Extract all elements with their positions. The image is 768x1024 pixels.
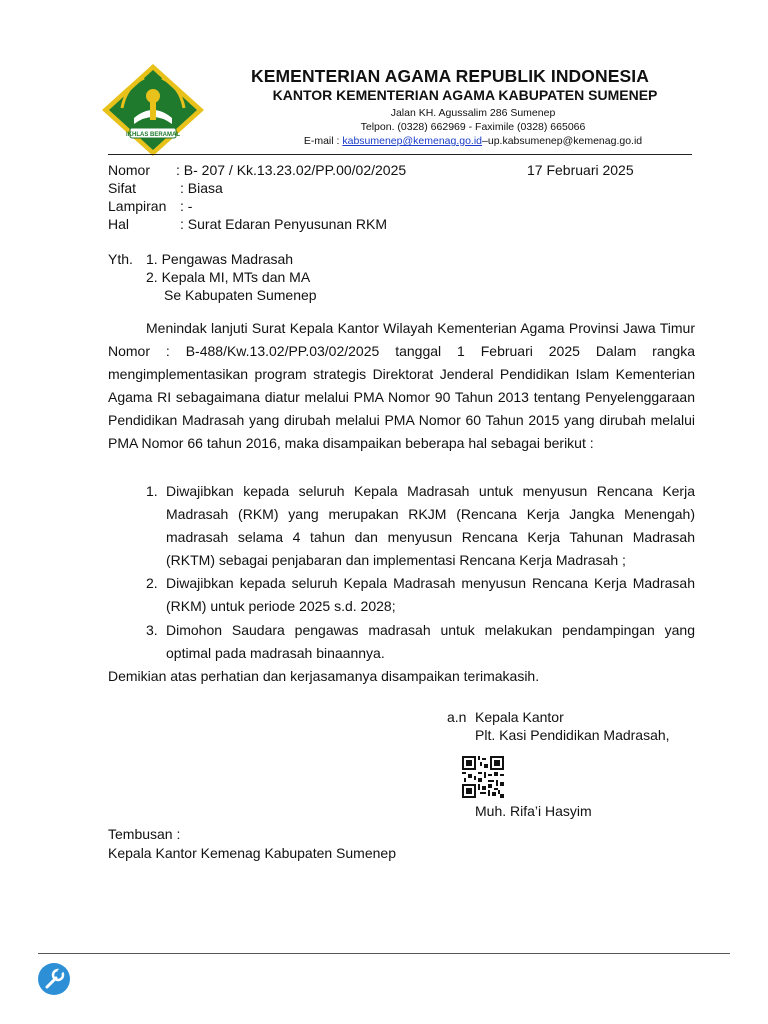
email-label: E-mail : <box>303 135 343 147</box>
item-1-number: 1. <box>146 483 158 499</box>
signature-role-1: Kepala Kantor <box>475 709 564 725</box>
ministry-title: KEMENTERIAN AGAMA REPUBLIK INDONESIA <box>250 66 649 86</box>
yth-label: Yth. <box>108 251 133 267</box>
email-link[interactable]: kabsumenep@kemenag.go.id <box>342 135 483 147</box>
office-phone: Telpon. (0328) 662969 - Faximile (0328) 665066 <box>360 121 586 133</box>
nomor-label: Nomor <box>108 162 151 178</box>
qr-code-icon <box>462 756 504 798</box>
item-1-text: Diwajibkan kepada seluruh Kepala Madrasah untuk menyusun Rencana Kerja Madrasah (RKM) yang merupakan RKJM (Rencana Kerja Jangka Menengah) madrasah selama 4 tahun dan menyusun Rencana Kerja Tahunan Madrasah (RKTM) sebagai penjabaran dan implementasi Rencana Kerja Madrasah ; <box>166 483 695 568</box>
header-divider <box>108 154 692 155</box>
intro-paragraph: Menindak lanjuti Surat Kepala Kantor Wilayah Kementerian Agama Provinsi Jawa Timur Nomor : B-488/Kw.13.02/PP.03/02/2025 tanggal 1 Februari 2025 Dalam rangka mengimplementasikan program strategis Direktorat Jenderal Pendidikan Islam Kementerian Agama RI sebagaimana diatur melalui PMA Nomor 90 Tahun 2013 tentang Penyelenggaraan Pendidikan Madrasah yang dirubah melalui PMA Nomor 60 Tahun 2015 yang dirubah melalui PMA Nomor 66 tahun 2016, maka disampaikan beberapa hal sebagai berikut : <box>108 320 695 451</box>
signature-role-2: Plt. Kasi Pendidikan Madrasah, <box>475 727 670 743</box>
item-2-number: 2. <box>146 575 158 591</box>
office-address: Jalan KH. Agussalim 286 Sumenep <box>390 107 556 119</box>
signature-an: a.n <box>447 709 467 725</box>
logo-motto: IKHLAS BERAMAL <box>126 132 180 138</box>
lampiran-value: : - <box>180 198 193 214</box>
cc-item: Kepala Kantor Kemenag Kabupaten Sumenep <box>108 845 396 861</box>
cc-label: Tembusan : <box>108 826 181 842</box>
hal-label: Hal <box>108 216 130 232</box>
sifat-label: Sifat <box>108 180 137 196</box>
kemenag-logo <box>100 62 206 158</box>
item-2-text: Diwajibkan kepada seluruh Kepala Madrasah menyusun Rencana Kerja Madrasah (RKM) untuk periode 2025 s.d. 2028; <box>166 575 695 614</box>
recipient-3: Se Kabupaten Sumenep <box>164 287 317 303</box>
signatory-name: Muh. Rifa’i Hasyim <box>475 803 592 819</box>
recipient-1: 1. Pengawas Madrasah <box>146 251 294 267</box>
office-email <box>200 135 746 147</box>
closing-sentence: Demikian atas perhatian dan kerjasamanya disampaikan terimakasih. <box>108 668 540 684</box>
hal-value: : Surat Edaran Penyusunan RKM <box>180 216 388 232</box>
sifat-value: : Biasa <box>180 180 223 196</box>
nomor-value: : B- 207 / Kk.13.23.02/PP.00/02/2025 <box>176 162 407 178</box>
lampiran-label: Lampiran <box>108 198 167 214</box>
wrench-icon[interactable] <box>37 962 71 996</box>
item-3-number: 3. <box>146 622 158 638</box>
office-title: KANTOR KEMENTERIAN AGAMA KABUPATEN SUMENEP <box>272 87 658 103</box>
item-3-text: Dimohon Saudara pengawas madrasah untuk melakukan pendampingan yang optimal pada madrasah binaannya. <box>166 622 695 661</box>
footer-divider <box>38 953 730 954</box>
letter-date: 17 Februari 2025 <box>527 162 634 178</box>
recipient-2: 2. Kepala MI, MTs dan MA <box>146 269 311 285</box>
email-rest: –up.kabsumenep@kemenag.go.id <box>482 135 643 147</box>
